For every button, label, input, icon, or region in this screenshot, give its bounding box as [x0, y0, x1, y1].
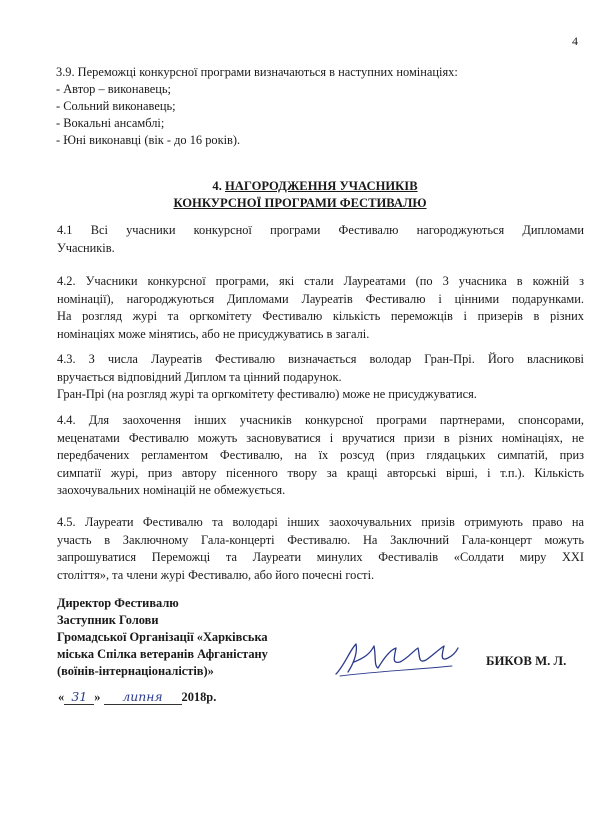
date-open-quote: « — [58, 690, 65, 704]
paragraph-line: запрошуватися Переможці та Лауреати минулих Фестивалів «Солдати миру XXI — [57, 550, 584, 564]
signatory-line: (воїнів-інтернаціоналістів)» — [57, 664, 214, 678]
page-number: 4 — [572, 34, 578, 48]
paragraph-line: заохочувальних номінацій не обмежується. — [57, 483, 286, 497]
section-title-line2: КОНКУРСНОЇ ПРОГРАМИ ФЕСТИВАЛЮ — [173, 196, 427, 210]
paragraph-line: Гран-Прі (на розгляд журі та оргкомітету фестивалю) може не присуджуватися. — [57, 387, 477, 401]
paragraph-line: 4.1 Всі учасники конкурсної програми Фестивалю нагороджуються Дипломами — [57, 223, 584, 237]
document-date — [58, 689, 216, 705]
paragraph-4-3 — [57, 351, 584, 404]
paragraph-line: участь в Заключному Гала-концерті Фестивалю. На Заключний Гала-концерт можуть — [57, 532, 584, 547]
nomination-item: - Автор – виконавець; — [56, 82, 171, 96]
signatory-line: Заступник Голови — [57, 613, 159, 627]
paragraph-4-1 — [57, 222, 584, 257]
paragraph-line: номінації), нагороджуються Дипломами Лауреатів Фестивалю і цінними подарунками. — [57, 291, 584, 306]
date-year: 2018р. — [181, 690, 217, 704]
section-heading — [0, 178, 600, 212]
paragraph-line: симпатії журі, приз автору пісенного твору за кращі авторські вірші, і т.п.). Кількість — [57, 465, 584, 480]
date-day: 31 — [64, 689, 94, 705]
nominations-list — [56, 64, 566, 149]
nomination-item: - Вокальні ансамблі; — [56, 116, 165, 130]
paragraph-4-4 — [57, 412, 584, 500]
date-close-quote: » — [94, 690, 101, 704]
paragraph-line: номінаціях може мінятись, або не присуджуватись в загалі. — [57, 326, 370, 341]
handwritten-signature — [330, 636, 460, 680]
section-title-line1: НАГОРОДЖЕННЯ УЧАСНИКІВ — [225, 179, 418, 193]
signatory-line: Директор Фестивалю — [57, 596, 179, 610]
signatory-line: міська Спілка ветеранів Афганістану — [57, 647, 268, 661]
section-number: 4. — [212, 179, 222, 193]
date-month: липня — [104, 689, 182, 705]
signer-name: БИКОВ М. Л. — [486, 654, 567, 668]
signatory-line: Громадської Організації «Харківська — [57, 630, 268, 644]
paragraph-line: вручається відповідний Диплом та цінний подарунок. — [57, 369, 342, 384]
signatory-title — [57, 595, 317, 680]
paragraph-line: 4.4. Для заохочення інших учасників конкурсної програми партнерами, спонсорами, — [57, 413, 584, 427]
nomination-item: - Юні виконавці (вік - до 16 років). — [56, 133, 241, 147]
nominations-intro: 3.9. Переможці конкурсної програми визначаються в наступних номінаціях: — [56, 65, 458, 79]
paragraph-line: передбачених регламентом Фестивалю, на їх розсуд (приз глядацьких симпатій, приз — [57, 448, 584, 462]
nomination-item: - Сольний виконавець; — [56, 99, 176, 113]
paragraph-line: 4.3. З числа Лауреатів Фестивалю визначається володар Гран-Прі. Його власникові — [57, 352, 584, 366]
paragraph-line: 4.2. Учасники конкурсної програми, які стали Лауреатами (по 3 учасника в кожній з — [57, 274, 584, 288]
paragraph-line: меценатами Фестивалю можуть засновуватися і вручатися призи в різних номінаціях, не — [57, 430, 584, 445]
paragraph-4-5 — [57, 514, 584, 584]
paragraph-line: Учасників. — [57, 240, 115, 255]
paragraph-4-2 — [57, 273, 584, 343]
paragraph-line: На розгляд журі та оргкомітету Фестивалю кількість переможців і призерів в різних — [57, 309, 584, 323]
paragraph-line: 4.5. Лауреати Фестивалю та володарі інших заохочувальних призів отримують право на — [57, 515, 584, 529]
paragraph-line: століття», та члени журі Фестивалю, або його почесні гості. — [57, 567, 375, 582]
